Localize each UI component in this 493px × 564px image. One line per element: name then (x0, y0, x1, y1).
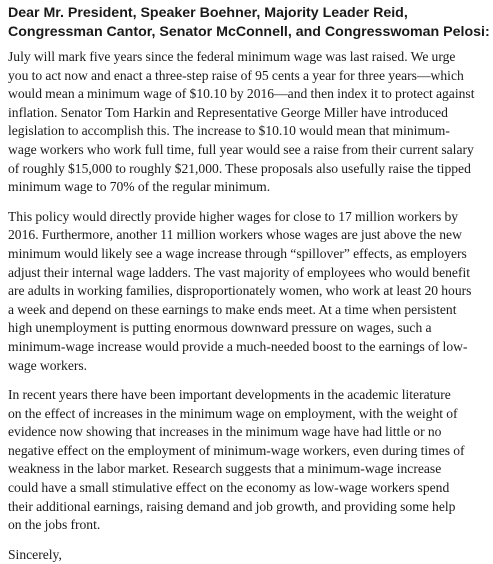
text-line: July will mark five years since the federal minimum wage was last raised. We urge (8, 49, 456, 64)
text-line: wage workers who work full time, full year would see a raise from their current salary (8, 141, 474, 157)
text-line: This policy would directly provide higher wages for close to 17 million workers by (8, 208, 459, 224)
text-line: their additional earnings, raising demand and job growth, and providing some help (8, 498, 456, 514)
salutation (8, 4, 490, 42)
text-line: evidence now showing that increases in the minimum wage have had little or no (8, 424, 442, 440)
text-line: adjust their internal wage ladders. The vast majority of employees who would benefit (8, 264, 471, 280)
text-line: weakness in the labor market. Research suggests that a minimum-wage increase (8, 461, 442, 477)
closing: Sincerely, (8, 546, 62, 562)
salutation-line: Dear Mr. President, Speaker Boehner, Majority Leader Reid, (8, 5, 408, 21)
paragraph-3 (8, 386, 487, 535)
text-line: of roughly $15,000 to roughly $21,000. These proposals also usefully raise the tipped (8, 160, 471, 176)
text-line: you to act now and enact a three-step raise of 95 cents a year for three years—which (8, 67, 464, 83)
text-line: could have a small stimulative effect on the economy as low-wage workers spend (8, 480, 450, 496)
text-line: minimum would likely see a wage increase through “spillover” effects, as employers (8, 245, 467, 261)
text-line: inflation. Senator Tom Harkin and Representative George Miller have introduced (8, 104, 448, 120)
text-line: on the effect of increases in the minimum wage on employment, with the weight of (8, 405, 458, 421)
text-line: high unemployment is putting enormous downward pressure on wages, such a (8, 320, 432, 336)
text-line: on the jobs front. (8, 517, 101, 533)
text-line: would mean a minimum wage of $10.10 by 2016—and then index it to protect against (8, 86, 475, 102)
text-line: a week and depend on these earnings to make ends meet. At a time when persistent (8, 301, 457, 317)
text-line: In recent years there have been important developments in the academic literature (8, 387, 451, 403)
text-line: negative effect on the employment of minimum-wage workers, even during times of (8, 442, 465, 458)
salutation-line: Congressman Cantor, Senator McConnell, and Congresswoman Pelosi: (8, 24, 490, 40)
text-line: are adults in working families, disproportionately women, who work at least 20 hours (8, 283, 472, 299)
text-line: 2016. Furthermore, another 11 million workers whose wages are just above the new (8, 227, 462, 243)
text-line: minimum wage to 70% of the regular minimum. (8, 179, 271, 195)
paragraph-2 (8, 208, 487, 375)
text-line: wage workers. (8, 357, 88, 373)
paragraph-1 (8, 48, 487, 197)
text-line: minimum-wage increase would provide a much-needed boost to the earnings of low- (8, 338, 468, 354)
text-line: legislation to accomplish this. The increase to $10.10 would mean that minimum- (8, 123, 450, 139)
